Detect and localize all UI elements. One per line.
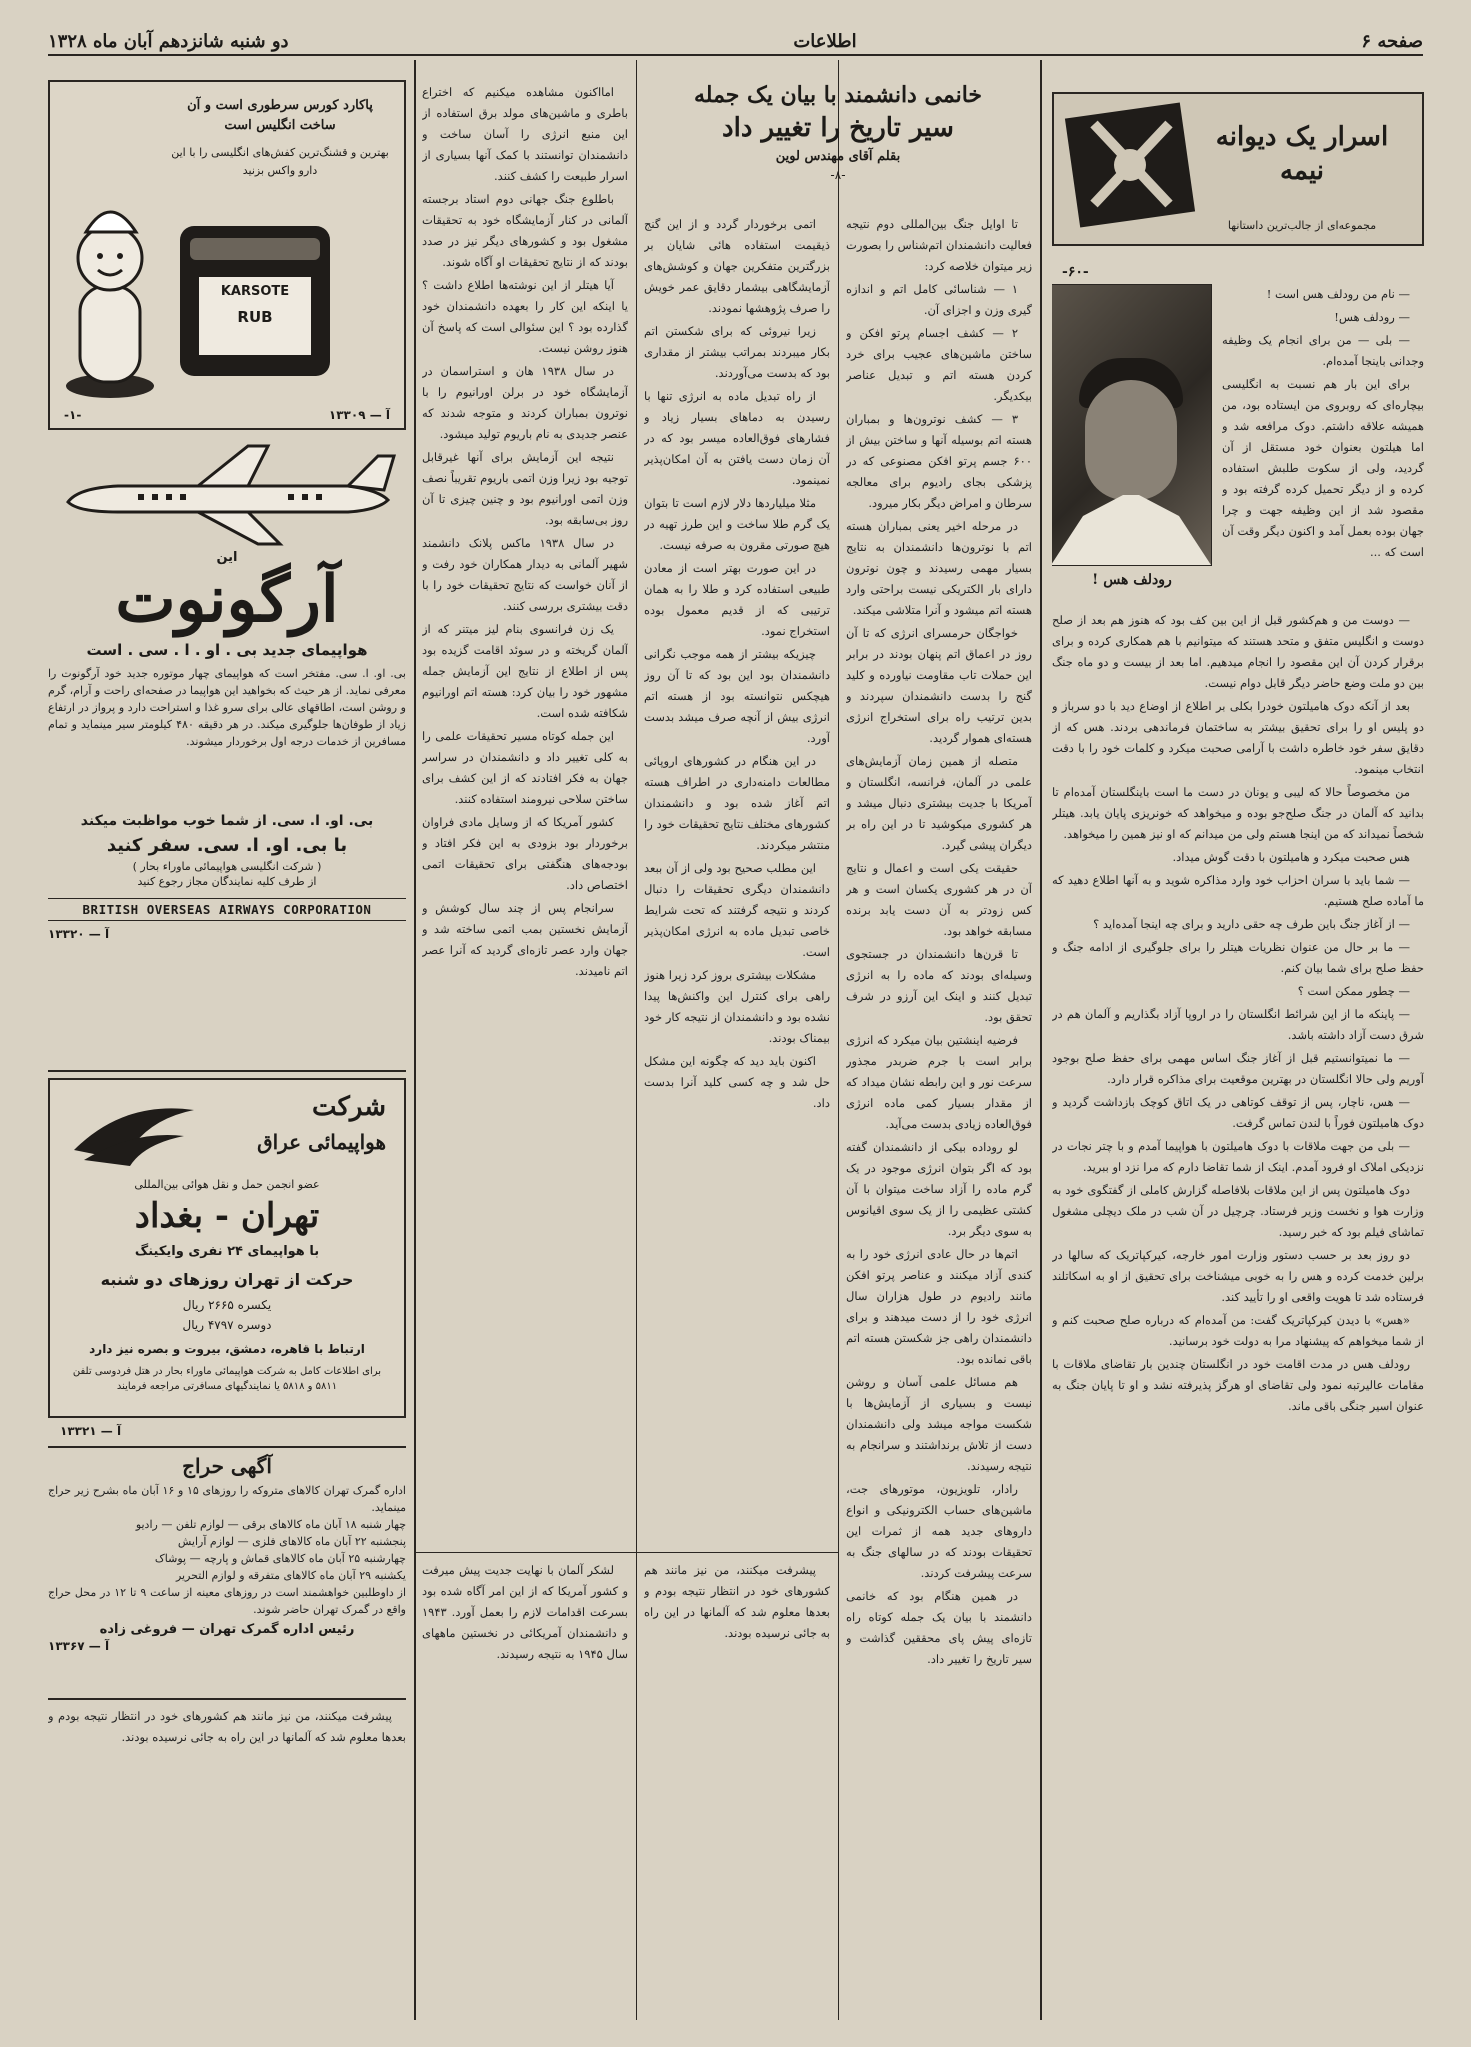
shoe-polish-ad [48,80,406,430]
paragraph: متصله از همین زمان آزمایش‌های علمی در آلمان، فرانسه، انگلستان و آمریکا با جدیت بیشتری دنبال میشد و هر کشوری میکوشید تا در این راه بر دیگران پیشی گیرد. [846,754,1032,852]
paragraph: خواجگان حرمسرای انرژی که تا آن روز در اعماق اتم پنهان بودند در برابر این حملات تاب مقاومت نیاورده و کلید گنج را بدست دانشمندان سپردند و بدین ترتیب راه برای استخراج انرژی هسته‌ای هموار گردید. [846,626,1032,745]
paragraph: هم مسائل علمی آسان و روشن نیست و بسیاری از آزمایش‌ها با شکست مواجه میشد ولی دانشمندان دست از تلاش برنداشتند و سرانجام به نتیجه رسیدند. [846,1375,1032,1473]
paragraph: آیا هیتلر از این نوشته‌ها اطلاع داشت ؟ یا اینکه این کار را بعهده دانشمندان خود گذارده بود ؟ این سئوالی است که پاسخ آن هنوز روشن نیست. [422,278,628,355]
paragraph: برای این بار هم نسبت به انگلیسی بیچاره‌ای که روبروی من ایستاده بود، من همیشه علاقه داشتم. دوک مرافعه شد و اما هیلتون بعنوان خود مستقل از آن گردید، ولی از سکوت طلبش استفاده کرده و از دیگر تحمیل کرده گرفته بود و مقصود شد از این وظیفه جهت و چرا جهان بوده بعمل آمد و اکنون دیگر وقت آن است که ... [1222,377,1424,559]
argonaut-company: ( شرکت انگلیسی هواپیمائی ماوراء بحار ) [132,860,322,874]
article-headline [646,80,1030,198]
argonaut-book: با بی. او. ا. سی. سفر کنید [106,835,348,857]
auction-intro: اداره گمرک تهران کالاهای متروکه را روزهای ۱۵ و ۱۶ آبان ماه بشرح زیر حراج مینماید. [48,1484,406,1514]
paragraph: سرانجام پس از چند سال کوشش و آزمایش نخستین بمب اتمی ساخته شد و جهان وارد عصر تازه‌ای گردید که آنرا عصر اتم نامیدند. [422,901,628,978]
paragraph: — ما بر حال من عنوان نظریات هیتلر را برای جلوگیری از ادامه جنگ و حفظ صلح برای شما بیان کنم. [1052,940,1424,975]
paragraph: دوک هامیلتون پس از این ملاقات بلافاصله گزارش کاملی از گفتگوی خود به وزارت هوا و نخست وزیر فرستاد. چرچیل در آن شب در ملک دیچلی مشغول تماشای فیلم بود که خبر رسید. [1052,1183,1424,1239]
paragraph: لو روداده بیکی از دانشمندان گفته بود که اگر بتوان انرژی موجود در یک گرم ماده را آزاد ساخت میتوان با آن کشتی عظیمی را از یک سوی اقیانوس به سوی دیگر برد. [846,1140,1032,1238]
series-logo [1052,92,1424,246]
paragraph: امااکنون مشاهده میکنیم که اختراع باطری و ماشین‌های مولد برق استفاده از این منبع انرژی را آسان ساخت و دانشمندان توانستند با کمک آنها بسیاری از اسرار طبیعت را کشف کنند. [422,85,628,183]
paragraph: رادار، تلویزیون، موتورهای جت، ماشین‌های حساب الکترونیکی و انواع داروهای جدید همه از ثمرات این تحقیقات بودند که در سالهای جنگ به سرعت پیشرفت کردند. [846,1482,1032,1580]
argonaut-body: بی. او. ا. سی. مفتخر است که هواپیمای چهار موتوره جدید خود آرگونوت را معرفی نماید. از هر حیث که بخواهید این هواپیما در صفحه‌ای راحت و آرام، گرم و روشن است، اطاقهای عالی برای سرو غذا و استراحت دارد و پرواز در ارتفاع زیاد از طوفان‌ها جلوگیری میکند. در هر دقیقه ۴۸۰ کیلومتر سیر مینماید و تمام مسافرین از خدمات درجه اول برخوردار میشوند. [48,667,406,749]
iraqi-ad-code: آ — ۱۳۳۲۱ [60,1424,122,1438]
article-number: -۸- [830,168,846,182]
iraqi-ad-fare-return: دوسره ۴۷۹۷ ریال [182,1318,272,1332]
column-rule [838,60,839,2020]
paragraph: حقیقت یکی است و اعمال و نتایج آن در هر کشوری یکسان است و هر کس زودتر به آن دست یابد برنده مسابقه خواهد بود. [846,861,1032,938]
series-column [1052,92,1424,2020]
jar-ad-number: -۱- [64,408,82,422]
paragraph: — چطور ممکن است ؟ [1297,984,1410,998]
auction-code: آ — ۱۳۳۶۷ [48,1639,110,1653]
portrait-collar [1052,495,1211,565]
iraqi-ad-fare-one-way: یکسره ۲۶۶۵ ریال [182,1298,272,1312]
series-intro [1222,284,1424,604]
paragraph: ۲ — کشف اجسام پرتو افکن و ساختن ماشین‌های عجیب برای خرد کردن هسته اتم و تبدیل عناصر بیکدیگر. [846,326,1032,403]
paragraph: مشکلات بیشتری بروز کرد زیرا هنوز راهی برای کنترل این واکنش‌ها پیدا نشده بود و دانشمندان از نتیجه کار خود بیمناک بودند. [644,968,830,1045]
paragraph: پیشرفت میکنند، من نیز مانند هم کشورهای خود در انتظار نتیجه بودم و بعدها معلوم شد که آلمانها در این راه به جائی نرسیده بودند. [644,1563,830,1640]
jar-label-sub: RUB [237,308,273,326]
paragraph: — هس، ناچار، پس از توقف کوتاهی در یک اتاق کوچک بازداشت گردید و دوک هامیلتون فوراً با لندن تماس گرفت. [1052,1095,1424,1130]
paragraph: یک زن فرانسوی بنام لیز میتنر که از آلمان گریخته و در سوئد اقامت گزیده بود پس از اطلاع از نتایج این آزمایش جمله مشهور خود را بیان کرد: هسته اتم اورانیوم شکافته شده است. [422,622,628,720]
paragraph: — پاینکه ما از این شرائط انگلستان را در اروپا آزاد بگذاریم و آلمان هم در شرق دست آزاد داشته باشد. [1052,1007,1424,1042]
page-number: صفحه ۶ [1361,30,1423,52]
headline-line-1: خانمی دانشمند با بیان یک جمله [694,82,982,108]
auction-line: چهار شنبه ۱۸ آبان ماه کالاهای برقی — لوازم تلفن — رادیو [135,1518,406,1531]
series-logo-title: اسرار یک دیوانه نیمه [1215,122,1389,186]
paragraph: هس صحبت میکرد و هامیلتون با دقت گوش میداد. [1172,850,1410,864]
iraqi-ad-days: حرکت از تهران روزهای دو شنبه [100,1270,354,1289]
paragraph: — ما نمیتوانستیم قبل از آغاز جنگ اساس مهمی برای حفظ صلح بوجود آوریم ولی حالا انگلستان در بهترین موقعیت برای مذاکره قرار دارد. [1052,1051,1424,1086]
jar-label-brand: KARSOTE [220,284,290,299]
paragraph: چیزیکه بیشتر از همه موجب نگرانی دانشمندان بود این بود که تا آن روز هیچکس نتوانسته بود از هسته اتم انرژی بیش از آنچه صرف میشد بدست آورد. [644,647,830,745]
jar-ad-code: آ — ۱۳۳۰۹ [328,408,390,422]
paragraph: تا قرن‌ها دانشمندان در جستجوی وسیله‌ای بودند که ماده را به انرژی تبدیل کنند و اینک این آرزو در شرف تحقق بود. [846,947,1032,1024]
issue-date: دو شنبه شانزدهم آبان ماه ۱۳۲۸ [48,30,289,52]
paragraph: رودلف هس در مدت اقامت خود در انگلستان چندین بار تقاضای ملاقات با مقامات عالیرتبه نمود ولی تقاضای او هرگز پذیرفته نشد و او تا پایان جنگ به عنوان اسیر جنگی باقی ماند. [1052,1357,1424,1413]
paragraph: مثلا میلیاردها دلار لازم است تا بتوان یک گرم طلا ساخت و این طرز تهیه در هیچ صورتی مقرون به صرفه نیست. [644,496,830,552]
paragraph: فرضیه اینشتین بیان میکرد که انرژی برابر است با جرم ضربدر مجذور سرعت نور و این رابطه نشان میداد که از مقدار بسیار کمی ماده انرژی فوق‌العاده زیادی بدست می‌آید. [846,1033,1032,1131]
column-rule [414,60,416,2020]
paragraph: — شما باید با سران احزاب خود وارد مذاکره شوید و به آنها اطلاع دهید که ما آماده صلح هستیم. [1052,873,1424,908]
boac-english-name: BRITISH OVERSEAS AIRWAYS CORPORATION [48,898,406,921]
paragraph: — بلی — من برای انجام یک وظیفه وجدانی باینجا آمده‌ام. [1222,333,1424,368]
paragraph: در این صورت بهتر است از معادن طبیعی استفاده کرد و طلا را به همان ترتیبی که از قدیم معمول بوده استخراج نمود. [644,561,830,638]
series-body [1052,610,1424,1940]
jar-ad-body: بهترین و قشنگ‌ترین کفش‌های انگلیسی را با این دارو واکس بزنید [171,146,389,177]
paragraph: کشور آمریکا که از وسایل مادی فراوان برخوردار بود بزودی به این فکر افتاد و بودجه‌های هنگفتی برای تحقیقات اتمی اختصاص داد. [422,815,628,892]
paragraph: بعد از آنکه دوک هامیلتون خودرا بکلی بر اطلاع از اوضاع دید با دو سرباز و دو پلیس او را برای تحقیق بیشتر به ساختمان فرماندهی بردند. هس که از دقایق سفر خود خاطره داشت با آرامی صحبت میکرد و کلمات خود را با دقت انتخاب مینمود. [1052,699,1424,776]
paragraph: دو روز بعد بر حسب دستور وزارت امور خارجه، کیرکپاتریک که سالها در برلین خدمت کرده و هس را به خوبی میشناخت برای تحقیق از او به اسکاتلند فرستاده شد تا هویت واقعی او را تأیید کند. [1052,1248,1424,1304]
iraqi-ad-contact: برای اطلاعات کامل به شرکت هواپیمائی ماوراء بحار در هتل فردوسی تلفن ۵۸۱۱ و ۵۸۱۸ یا نمایندگیهای مسافرتی مراجعه فرمایند [72,1366,382,1392]
column-rule [1040,60,1042,2020]
auction-line: یکشنبه ۲۹ آبان ماه کالاهای متفرقه و لوازم التحریر [175,1569,406,1582]
paragraph: «هس» با دیدن کیرکپاتریک گفت: من آمده‌ام که درباره صلح صحبت کنم و از شما میخواهم که پیشنهاد مرا به دولت خود برسانید. [1052,1313,1424,1348]
auction-line: چهارشنبه ۲۵ آبان ماه کالاهای قماش و پارچه — پوشاک [154,1552,406,1565]
paragraph: باطلوع جنگ جهانی دوم استاد برجسته آلمانی در کنار آزمایشگاه خود به تحقیقات مشغول بود و کشورهای دیگر نیز در صدد بودند که از نتایج تحقیقات او آگاه شوند. [422,192,628,269]
newspaper-title: اطلاعات [793,30,857,52]
iraqi-ad-name: هواپیمائی عراق [257,1130,386,1154]
argonaut-name: آرگونوت [115,562,339,637]
paragraph: در این هنگام در کشورهای اروپائی مطالعات دامنه‌داری در اطراف هسته اتم آغاز شده بود و دانشمندان کشورهای مختلف نتایج تحقیقات خود را منتشر میکردند. [644,754,830,852]
section-rule [416,1552,838,1553]
argonaut-ad [48,440,406,1072]
paragraph: — دوست من و هم‌کشور قبل از این بین کف بود که هنوز هم بعد از صلح دوست و انگلیس متفق و متحد هستند که میتوانیم با هم همکاری کرده و برای برقرار کردن آن این مقصود را انجام میدهیم. اما بعد از بیست و دو ماه جنگ بین دو ملت وضع حاضر دیگر قابل دوام نیست. [1052,613,1424,690]
jar-ad-headline: پاکارد کورس سرطوری است و آن ساخت انگلیس است [187,98,373,133]
auction-note: از داوطلبین خواهشمند است در روزهای معینه از ساعت ۹ تا ۱۲ در محل حراج واقع در گمرک تهران حاضر شوند. [48,1586,406,1616]
auction-signature: رئیس اداره گمرک تهران — فروغی زاده [99,1622,355,1637]
article-column-c [422,82,628,1544]
paragraph: در سال ۱۹۳۸ ماکس پلانک دانشمند شهیر آلمانی به دیدار همکاران خود رفت و از آنان خواست که نتایج تحقیقات خود را با دقت بیشتری بررسی کنند. [422,536,628,613]
paragraph: این مطلب صحیح بود ولی از آن ببعد دانشمندان دیگری تحقیقات را دنبال کردند و نتیجه گرفتند که تحت شرایط خاصی تبدیل ماده به انرژی امکان‌پذیر است. [644,861,830,959]
paragraph: — نام من رودلف هس است ! [1266,287,1410,301]
series-number: -۶۰- [1062,264,1089,280]
left-column-continuation [48,1706,406,2020]
iraqi-ad-route: تهران - بغداد [134,1196,320,1236]
paragraph: در سال ۱۹۳۸ هان و استراسمان در آزمایشگاه خود در برلن اورانیوم را با نوترون بمباران کردند و متوجه شدند که عنصر جدیدی به نام باریوم تولید میشود. [422,364,628,441]
argonaut-subtitle: هواپیمای جدید بی . او . ا . سی . است [86,641,368,660]
auction-line: پنجشنبه ۲۲ آبان ماه کالاهای فلزی — لوازم آرایش [177,1535,406,1548]
argonaut-small-label: این [216,550,238,565]
paragraph: — از آغاز جنگ باین طرف چه حقی دارید و برای چه اینجا آمده‌اید ؟ [1093,917,1410,931]
iraqi-ad-extra: ارتباط با قاهره، دمشق، بیروت و بصره نیز دارد [89,1342,365,1356]
column-rule [636,60,637,2020]
paragraph: اتمی برخوردار گردد و از این گنج ذیقیمت استفاده هائی شایان بر بزرگترین متفکرین جهان و کوشش‌های آزمایشگاهی بیشمار دقایق عمر خویش را صرف پژوهشها نمودند. [644,217,830,315]
paragraph: — رودلف هس! [1334,310,1410,324]
argonaut-code: آ — ۱۳۳۲۰ [48,927,110,942]
series-logo-subtitle: مجموعه‌ای از جالب‌ترین داستانها [1227,219,1377,232]
page-header [48,28,1423,56]
customs-auction-ad [48,1446,406,1700]
iraqi-ad-plane: با هواپیمای ۲۴ نفری وایکینگ [134,1244,320,1259]
argonaut-slogan: بی. او. ا. سی. از شما خوب مواظبت میکند [80,813,374,830]
headline-line-2: سیر تاریخ را تغییر داد [722,113,954,143]
hess-portrait [1052,284,1212,566]
paragraph: — بلی من جهت ملاقات با دوک هامیلتون با هواپیما آمدم و با چتر نجات در نزدیکی املاک او فرود آمدم. اینک از شما تقاضا دارم که مرا نزد او ببرید. [1052,1139,1424,1174]
article-continuation-b [644,1560,830,2020]
paragraph: پیشرفت میکنند، من نیز مانند هم کشورهای خود در انتظار نتیجه بودم و بعدها معلوم شد که آلمانها در این راه به جائی نرسیده بودند. [48,1709,406,1744]
iraqi-ad-title: شرکت [311,1092,386,1122]
paragraph: من مخصوصاً حالا که لیبی و یونان در دست ما است باینگلستان آمده‌ام تا بدانید که آلمان در جنگ صلح‌جو بوده و میخواهد که خونریزی پایان یابد. هیتلر شخصاً نمیداند که من اینجا هستم ولی من میدانم که او نیز همین را میخواهد. [1052,785,1424,841]
iraqi-airways-ad [48,1078,406,1418]
paragraph: این جمله کوتاه مسیر تحقیقات علمی را به کلی تغییر داد و دانشمندان در سراسر جهان به فکر افتادند که از این کشف برای ساختن سلاحی نیرومند استفاده کنند. [422,729,628,806]
paragraph: ۳ — کشف نوترون‌ها و بمباران هسته اتم بوسیله آنها و ساختن بیش از ۶۰۰ جسم پرتو افکن مصنوعی که در پزشکی بجای رادیوم برای معالجه سرطان و امراض دیگر بکار میرود. [846,412,1032,510]
paragraph: تا اوایل جنگ بین‌المللی دوم نتیجه فعالیت دانشمندان اتم‌شناس را بصورت زیر میتوان خلاصه کرد: [846,217,1032,273]
airline-wing-logo [64,1090,204,1170]
airplane-illustration [48,440,406,550]
paragraph: در مرحله اخیر یعنی بمباران هسته اتم با نوترون‌ها دانشمندان به نتایج بسیار مهمی رسیدند و چون نوترون دارای بار الکتریکی نیست براحتی وارد هسته اتم میشود و آنرا متلاشی میکند. [846,519,1032,617]
portrait-caption: رودلف هس ! [1092,572,1172,588]
article-column-a [846,214,1032,1784]
portrait-face [1085,380,1177,500]
article-column-b [644,214,830,1544]
byline: بقلم آقای مهندس لوین [775,149,901,164]
article-continuation-c [422,1560,628,2020]
paragraph: از راه تبدیل ماده به انرژی تنها با رسیدن به دماهای بسیار زیاد و فشارهای فوق‌العاده میسر بود که در آن زمان دست یافتن به آن امکان‌پذیر نمینمود. [644,389,830,487]
paragraph: لشکر آلمان با نهایت جدیت پیش میرفت و کشور آمریکا که از این امر آگاه شده بود بسرعت اقدامات لازم را بعمل آورد. ۱۹۴۳ و دانشمندان آمریکائی در نخستین ماههای سال ۱۹۴۵ به نتیجه رسیدند. [422,1563,628,1661]
paragraph: زیرا نیروئی که برای شکستن اتم بکار میبردند بمراتب بیشتر از مقداری بود که بدست می‌آوردند. [644,324,830,380]
argonaut-agent: از طرف کلیه نمایندگان مجاز رجوع کنید [137,875,317,889]
iraqi-ad-member: عضو انجمن حمل و نقل هوائی بین‌المللی [134,1178,320,1191]
paragraph: اتم‌ها در حال عادی انرژی خود را به کندی آزاد میکنند و عناصر پرتو افکن مانند رادیوم در طول هزاران سال انرژی خود را از دست میدهند و برای دانشمندان راهی جز شکستن هسته اتم باقی نمانده بود. [846,1247,1032,1366]
paragraph: اکنون باید دید که چگونه این مشکل حل شد و چه کسی کلید آنرا بدست داد. [644,1054,830,1110]
auction-title: آگهی حراج [182,1454,272,1478]
paragraph: در همین هنگام بود که خانمی دانشمند با بیان یک جمله کوتاه راه تازه‌ای پیش پای محققین گذاشت و سیر تاریخ را تغییر داد. [846,1589,1032,1666]
paragraph: ۱ — شناسائی کامل اتم و اندازه گیری وزن و اجزای آن. [846,282,1032,317]
paragraph: نتیجه این آزمایش برای آنها غیرقابل توجیه بود زیرا وزن اتمی باریوم تقریباً نصف وزن اتمی اورانیوم بود و چنین چیزی تا آن روز بی‌سابقه بود. [422,450,628,527]
